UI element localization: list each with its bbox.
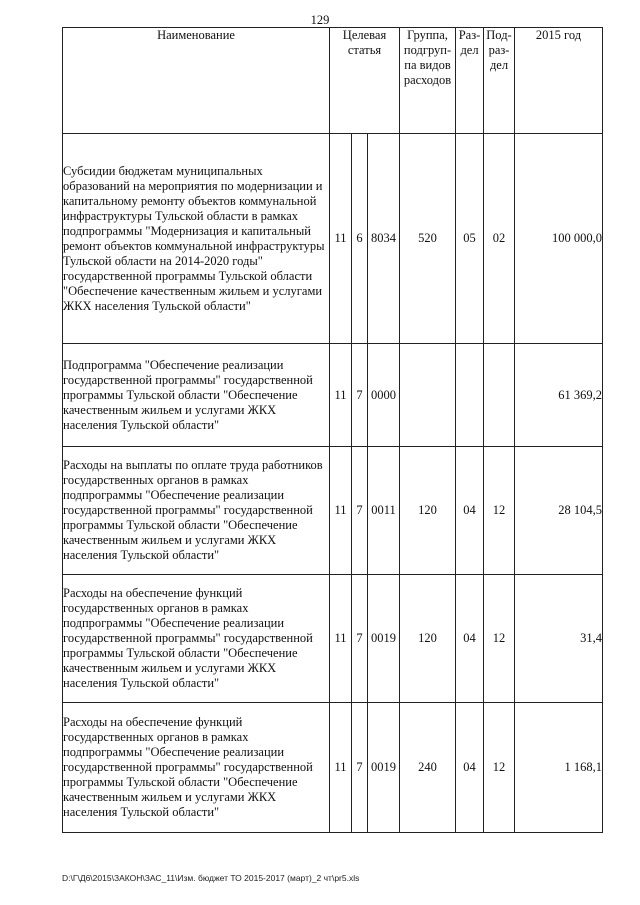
row-section: 04 <box>456 447 484 575</box>
row-target-subprogram: 7 <box>352 344 368 447</box>
row-name: Субсидии бюджетам муниципальных образований на мероприятия по модернизации и капитальному ремонту объектов коммунальной инфраструктуры Тульской области в рамках подпрограммы "Модернизация и капитальный ремонт объектов коммунальной инфраструктуры Тульской области на 2014-2020 годы" государственной программы Тульской области "Обеспечение качественным жильем и услугами ЖКХ населения Тульской области" <box>63 134 330 344</box>
row-expense-group: 120 <box>400 447 456 575</box>
header-section: Раз-дел <box>456 28 484 134</box>
row-expense-group <box>400 344 456 447</box>
header-year-2015: 2015 год <box>515 28 603 134</box>
row-section <box>456 344 484 447</box>
row-name: Подпрограмма "Обеспечение реализации государственной программы" государственной программы Тульской области "Обеспечение качественным жильем и услугами ЖКХ населения Тульской области" <box>63 344 330 447</box>
row-section: 04 <box>456 575 484 703</box>
header-name: Наименование <box>63 28 330 134</box>
row-target-code: 0000 <box>368 344 400 447</box>
row-expense-group: 520 <box>400 134 456 344</box>
header-subsection: Под-раз-дел <box>484 28 515 134</box>
row-amount: 61 369,2 <box>515 344 603 447</box>
row-subsection: 12 <box>484 575 515 703</box>
table-row <box>63 447 603 575</box>
row-target-code: 0011 <box>368 447 400 575</box>
row-section: 04 <box>456 703 484 833</box>
row-expense-group: 240 <box>400 703 456 833</box>
file-path-footer: D:\Г\Д6\2015\ЗАКОН\ЗАС_11\Изм. бюджет ТО 2015-2017 (март)_2 чт\рr5.xls <box>62 873 360 883</box>
row-target-code: 8034 <box>368 134 400 344</box>
table-row <box>63 344 603 447</box>
header-target-article: Целевая статья <box>330 28 400 134</box>
table-row <box>63 575 603 703</box>
row-target-code: 0019 <box>368 703 400 833</box>
row-expense-group: 120 <box>400 575 456 703</box>
row-subsection: 12 <box>484 447 515 575</box>
row-target-code: 0019 <box>368 575 400 703</box>
row-name: Расходы на обеспечение функций государственных органов в рамках подпрограммы "Обеспечение реализации государственной программы" государственной программы Тульской области "Обеспечение качественным жильем и услугами ЖКХ населения Тульской области" <box>63 575 330 703</box>
row-amount: 1 168,1 <box>515 703 603 833</box>
table-row <box>63 134 603 344</box>
budget-table <box>62 27 603 833</box>
row-target-subprogram: 7 <box>352 703 368 833</box>
row-name: Расходы на выплаты по оплате труда работников государственных органов в рамках подпрограммы "Обеспечение реализации государственной программы" государственной программы Тульской области "Обеспечение качественным жильем и услугами ЖКХ населения Тульской области" <box>63 447 330 575</box>
row-target-program: 11 <box>330 344 352 447</box>
row-name: Расходы на обеспечение функций государственных органов в рамках подпрограммы "Обеспечение реализации государственной программы" государственной программы Тульской области "Обеспечение качественным жильем и услугами ЖКХ населения Тульской области" <box>63 703 330 833</box>
row-target-subprogram: 6 <box>352 134 368 344</box>
row-target-program: 11 <box>330 575 352 703</box>
table-header-row <box>63 28 603 134</box>
row-amount: 28 104,5 <box>515 447 603 575</box>
row-target-program: 11 <box>330 703 352 833</box>
row-subsection: 12 <box>484 703 515 833</box>
table-row <box>63 703 603 833</box>
row-subsection <box>484 344 515 447</box>
header-expense-group: Группа, подгруп-па видов расходов <box>400 28 456 134</box>
row-subsection: 02 <box>484 134 515 344</box>
page-number: 129 <box>310 13 330 27</box>
row-section: 05 <box>456 134 484 344</box>
row-amount: 100 000,0 <box>515 134 603 344</box>
row-target-subprogram: 7 <box>352 575 368 703</box>
row-target-program: 11 <box>330 447 352 575</box>
row-target-subprogram: 7 <box>352 447 368 575</box>
row-target-program: 11 <box>330 134 352 344</box>
row-amount: 31,4 <box>515 575 603 703</box>
